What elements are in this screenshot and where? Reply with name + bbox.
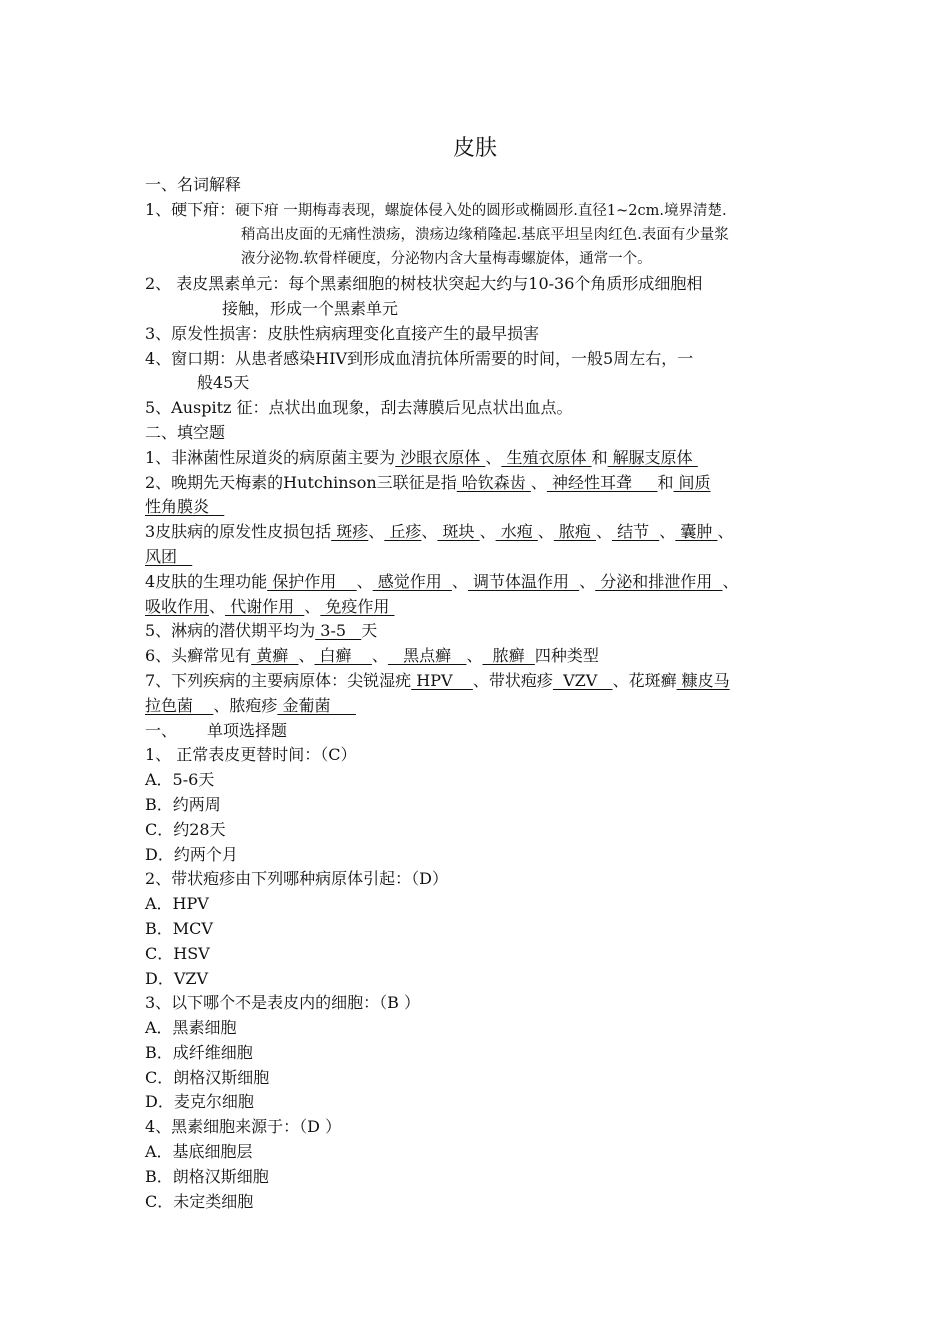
separator: 、	[596, 522, 613, 542]
section-heading-fill-blank: 二、填空题	[145, 422, 226, 442]
fill-question-7-line-2	[145, 694, 810, 719]
answer-blank: 结节	[612, 522, 660, 542]
definition-term: 1、硬下疳：	[145, 199, 236, 219]
fill-question-7-line-1	[145, 669, 810, 694]
separator: 、	[717, 522, 734, 542]
answer-blank: 斑块	[437, 522, 480, 542]
question-text: 7、下列疾病的主要病原体：尖锐湿疣	[145, 670, 412, 690]
separator: 、	[368, 522, 385, 542]
separator: 和	[591, 447, 608, 467]
choice-line: A．黑素细胞	[145, 1018, 237, 1038]
answer-blank: 调节体温作用	[467, 571, 580, 591]
fill-question-3-line-1	[145, 520, 810, 545]
answer-blank: 神经性耳聋	[546, 472, 658, 492]
answer-blank: 吸收作用	[145, 596, 210, 616]
question-text: 6、头癣常见有	[145, 646, 252, 666]
choice-line: A．5-6天	[145, 770, 215, 790]
separator: 、	[659, 522, 676, 542]
question-text: 天	[361, 621, 378, 641]
fill-question-4-line-2	[145, 595, 810, 620]
choice-line: C．朗格汉斯细胞	[145, 1067, 270, 1087]
separator: 、	[209, 596, 226, 616]
definition-2-line-1: 2、 表皮黑素单元：每个黑素细胞的树枝状突起大约与10-36个角质形成细胞相	[145, 274, 703, 294]
question-text: 、脓疱疹	[213, 695, 278, 715]
answer-blank: 金葡菌	[277, 695, 356, 715]
fill-question-5	[145, 619, 810, 644]
question-text: 2、晚期先天梅素的Hutchinson三联征是指	[145, 472, 457, 492]
question-text: 3皮肤病的原发性皮损包括	[145, 522, 332, 542]
separator: 、	[485, 447, 502, 467]
separator: 、	[537, 522, 554, 542]
answer-blank: 糠皮马	[676, 670, 730, 690]
choice-line: D．麦克尔细胞	[145, 1092, 254, 1112]
question-text: 5、淋病的潜伏期平均为	[145, 621, 316, 641]
question-text: 、花斑癣	[612, 670, 677, 690]
separator: 、	[579, 571, 596, 591]
fill-question-4-line-1	[145, 570, 810, 595]
question-text: 、带状疱疹	[472, 670, 553, 690]
answer-blank: 3-5	[315, 621, 362, 641]
document-body	[145, 173, 810, 1214]
separator: 、	[466, 646, 483, 666]
choice-line: 3、以下哪个不是表皮内的细胞：（B ）	[145, 993, 421, 1013]
answer-blank: 丘疹	[384, 522, 422, 542]
choice-line: B．成纤维细胞	[145, 1042, 253, 1062]
answer-blank: 保护作用	[267, 571, 357, 591]
answer-blank: 免疫作用	[320, 596, 395, 616]
separator: 和	[657, 472, 674, 492]
answer-blank: 沙眼衣原体	[395, 447, 486, 467]
choice-line: 1、 正常表皮更替时间：（C）	[145, 745, 357, 765]
question-text: 四种类型	[534, 646, 599, 666]
section-heading-single-choice	[145, 719, 810, 744]
definition-1-line-3: 液分泌物.软骨样硬度，分泌物内含大量梅毒螺旋体，通常一个。	[241, 251, 652, 268]
answer-blank: 囊肿	[675, 522, 718, 542]
answer-blank: VZV	[552, 670, 613, 690]
definition-text: 硬下疳 一期梅毒表现，螺旋体侵入处的圆形或椭圆形.直径1~2cm.境界清楚.	[235, 202, 727, 219]
multiple-choice-list	[145, 743, 810, 1214]
separator: 、	[421, 522, 438, 542]
choice-line: D．VZV	[145, 968, 209, 988]
choice-line: A．HPV	[145, 894, 209, 914]
definition-1-line-1	[145, 198, 810, 223]
definition-4-line-1: 4、窗口期：从患者感染HIV到形成血清抗体所需要的时间，一般5周左右，一	[145, 348, 694, 368]
fill-question-6	[145, 644, 810, 669]
answer-blank: 代谢作用	[225, 596, 305, 616]
choice-line: C．未定类细胞	[145, 1191, 254, 1211]
choice-line: 4、黑素细胞来源于：（D ）	[145, 1117, 342, 1137]
answer-blank: HPV	[411, 670, 473, 690]
answer-blank: 斑疹	[331, 522, 369, 542]
choice-line: B．朗格汉斯细胞	[145, 1166, 269, 1186]
answer-blank: 间质	[673, 472, 711, 492]
choice-line: 2、带状疱疹由下列哪种病原体引起：（D）	[145, 869, 449, 889]
answer-blank: 风团	[145, 546, 193, 566]
answer-blank: 生殖衣原体	[501, 447, 592, 467]
fill-question-2-line-2	[145, 495, 810, 520]
separator: 、	[371, 646, 388, 666]
separator: 、	[304, 596, 321, 616]
fill-question-2-line-1	[145, 471, 810, 496]
question-text: 4皮肤的生理功能	[145, 571, 268, 591]
question-text: 1、非淋菌性尿道炎的病原菌主要为	[145, 447, 396, 467]
choice-line: B．MCV	[145, 918, 213, 938]
choice-line: B．约两周	[145, 794, 221, 814]
answer-blank: 拉色菌	[145, 695, 214, 715]
definition-2-line-2: 接触，形成一个黑素单元	[222, 298, 399, 318]
section-heading-definitions: 一、名词解释	[145, 175, 242, 194]
answer-blank: 哈钦森齿	[456, 472, 531, 492]
separator: 、	[356, 571, 373, 591]
separator: 、	[722, 571, 739, 591]
answer-blank: 黑点癣	[387, 646, 467, 666]
choice-line: A．基底细胞层	[145, 1142, 253, 1162]
answer-blank: 水疱	[495, 522, 538, 542]
separator: 、	[298, 646, 315, 666]
page-title: 皮肤	[452, 136, 497, 161]
definition-1-line-2: 稍高出皮面的无痛性溃疡，溃疡边缘稍隆起.基底平坦呈肉红色.表面有少量浆	[241, 226, 729, 243]
answer-blank: 解脲支原体	[607, 447, 698, 467]
fill-question-1	[145, 446, 810, 471]
answer-blank: 分泌和排泄作用	[595, 571, 723, 591]
choice-line: D．约两个月	[145, 844, 238, 864]
separator: 、	[479, 522, 496, 542]
separator: 、	[451, 571, 468, 591]
fill-question-3-line-2	[145, 545, 810, 570]
heading-number: 一、	[145, 720, 178, 740]
choice-line: C．约28天	[145, 819, 226, 839]
answer-blank: 脓癣	[482, 646, 535, 666]
choice-line: C．HSV	[145, 943, 210, 963]
answer-blank: 性角膜炎	[145, 497, 225, 517]
answer-blank: 黄癣	[251, 646, 299, 666]
answer-blank: 脓疱	[553, 522, 596, 542]
definition-5: 5、Auspitz 征：点状出血现象，刮去薄膜后见点状出血点。	[145, 398, 573, 418]
heading-text: 单项选择题	[207, 720, 288, 740]
definition-3: 3、原发性损害：皮肤性病病理变化直接产生的最早损害	[145, 323, 540, 343]
answer-blank: 白癣	[314, 646, 372, 666]
answer-blank: 感觉作用	[372, 571, 452, 591]
definition-4-line-2: 般45天	[197, 373, 250, 393]
separator: 、	[530, 472, 547, 492]
